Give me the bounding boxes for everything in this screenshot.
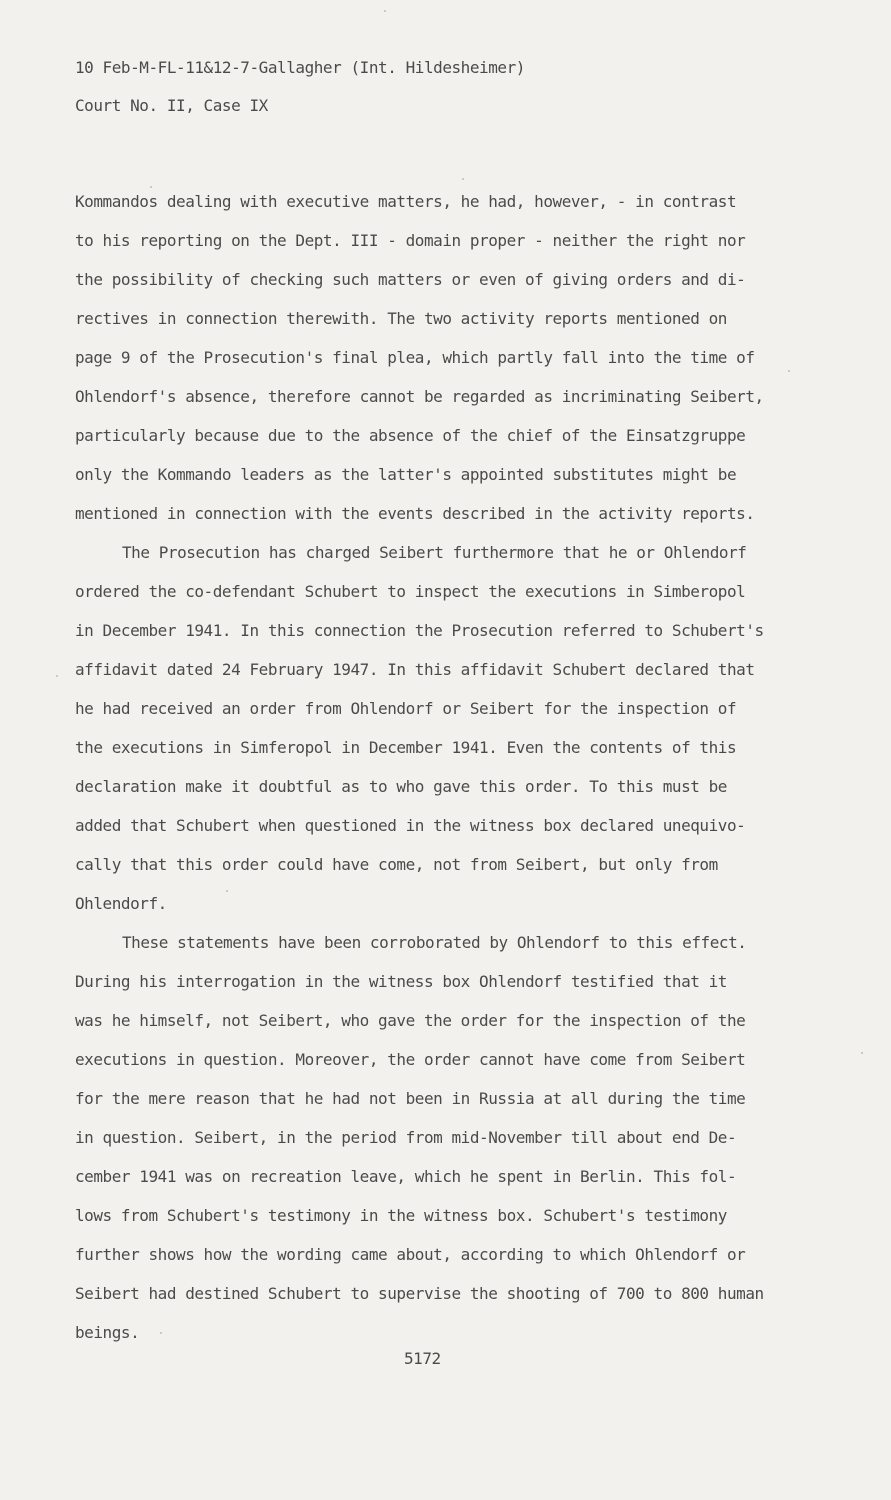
paper-speck (861, 1052, 863, 1054)
body-line: beings. (75, 1323, 140, 1342)
body-line: the possibility of checking such matters or even of giving orders and di- (75, 270, 746, 289)
paper-speck (462, 178, 464, 180)
page-number: 5172 (404, 1349, 441, 1368)
body-line: mentioned in connection with the events described in the activity reports. (75, 504, 755, 523)
body-line: rectives in connection therewith. The two activity reports mentioned on (75, 309, 727, 328)
body-line: Ohlendorf. (75, 894, 167, 913)
body-line: he had received an order from Ohlendorf or Seibert for the inspection of (75, 699, 737, 718)
header-court-line: Court No. II, Case IX (75, 96, 268, 115)
body-line: affidavit dated 24 February 1947. In this affidavit Schubert declared that (75, 660, 755, 679)
body-line: declaration make it doubtful as to who gave this order. To this must be (75, 777, 727, 796)
body-line: in December 1941. In this connection the Prosecution referred to Schubert's (75, 621, 764, 640)
body-line: Seibert had destined Schubert to supervise the shooting of 700 to 800 human (75, 1284, 764, 1303)
body-line: particularly because due to the absence of the chief of the Einsatzgruppe (75, 426, 746, 445)
paper-speck (160, 1332, 162, 1334)
body-line: the executions in Simferopol in December 1941. Even the contents of this (75, 738, 737, 757)
body-line: for the mere reason that he had not been in Russia at all during the time (75, 1089, 746, 1108)
body-line: cember 1941 was on recreation leave, which he spent in Berlin. This fol- (75, 1167, 737, 1186)
paper-speck (56, 675, 58, 677)
body-line: to his reporting on the Dept. III - domain proper - neither the right nor (75, 231, 746, 250)
body-line: lows from Schubert's testimony in the witness box. Schubert's testimony (75, 1206, 727, 1225)
paper-speck (226, 890, 228, 892)
paper-speck (384, 10, 386, 12)
body-line: Kommandos dealing with executive matters, he had, however, - in contrast (75, 192, 737, 211)
body-line: in question. Seibert, in the period from mid-November till about end De- (75, 1128, 737, 1147)
body-line: The Prosecution has charged Seibert furthermore that he or Ohlendorf (122, 543, 747, 562)
body-line: cally that this order could have come, not from Seibert, but only from (75, 855, 718, 874)
body-line: These statements have been corroborated by Ohlendorf to this effect. (122, 933, 747, 952)
paper-speck (788, 370, 790, 372)
body-line: page 9 of the Prosecution's final plea, which partly fall into the time of (75, 348, 755, 367)
paper-speck (150, 186, 152, 188)
body-line: ordered the co-defendant Schubert to inspect the executions in Simberopol (75, 582, 746, 601)
body-line: executions in question. Moreover, the order cannot have come from Seibert (75, 1050, 746, 1069)
header-reference-line: 10 Feb-M-FL-11&12-7-Gallagher (Int. Hildesheimer) (75, 58, 525, 77)
body-line: During his interrogation in the witness box Ohlendorf testified that it (75, 972, 727, 991)
body-line: further shows how the wording came about, according to which Ohlendorf or (75, 1245, 746, 1264)
body-line: added that Schubert when questioned in the witness box declared unequivo- (75, 816, 746, 835)
body-line: Ohlendorf's absence, therefore cannot be regarded as incriminating Seibert, (75, 387, 764, 406)
body-line: was he himself, not Seibert, who gave the order for the inspection of the (75, 1011, 746, 1030)
body-line: only the Kommando leaders as the latter's appointed substitutes might be (75, 465, 737, 484)
